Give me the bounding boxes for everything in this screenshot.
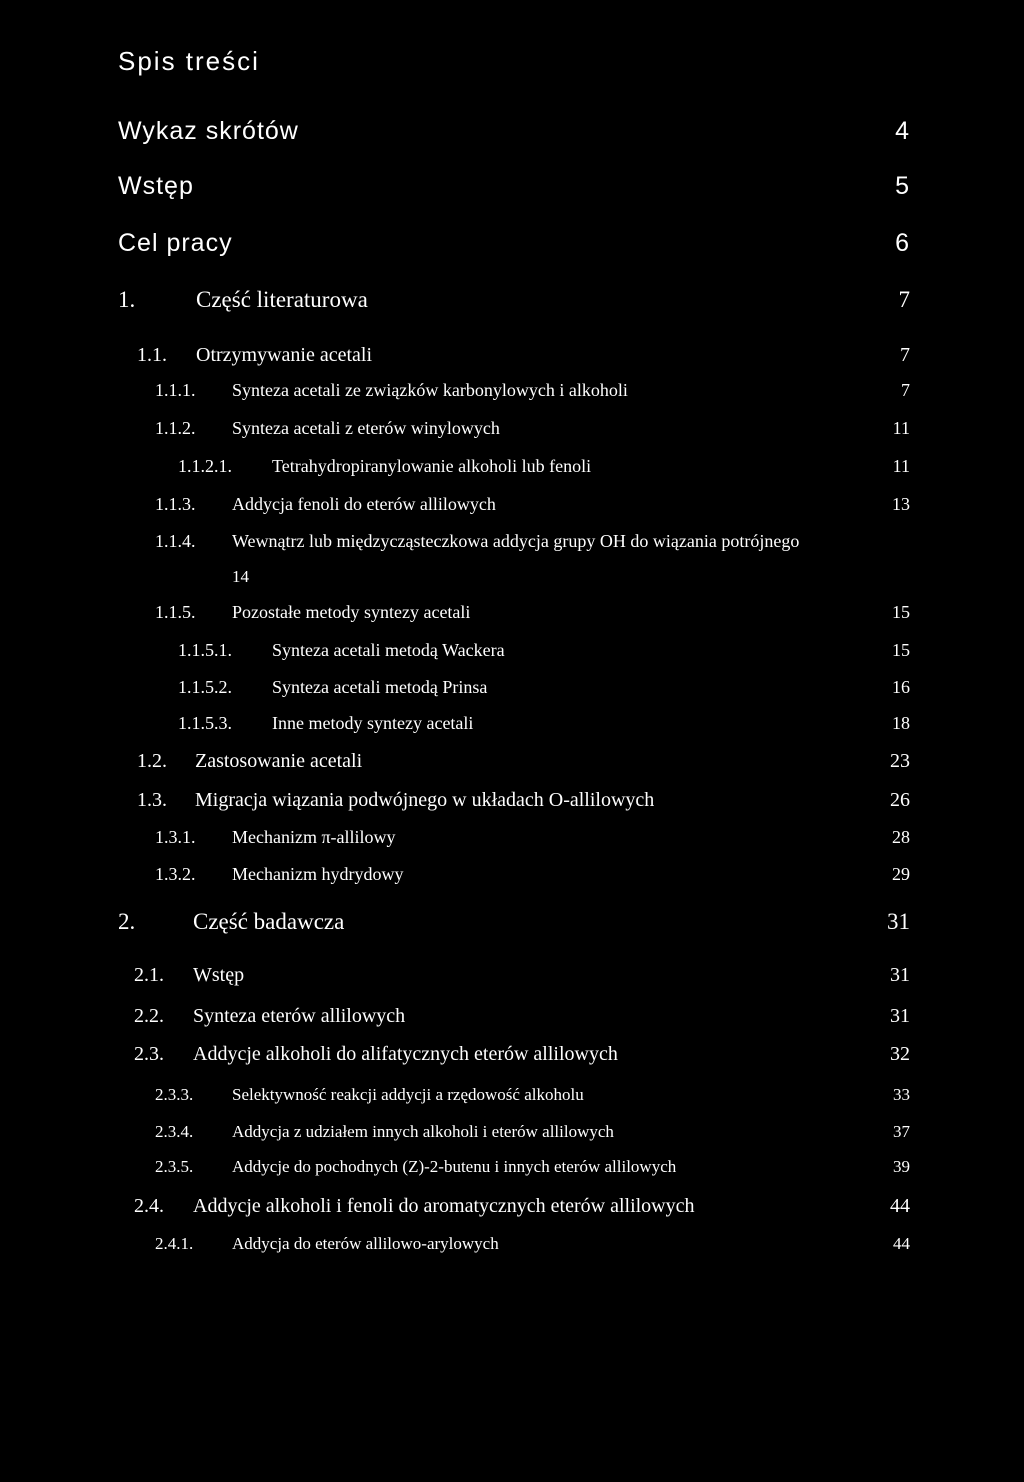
toc-entry-number: 2.3.3. bbox=[155, 1085, 194, 1104]
toc-entry-number: 2.4. bbox=[134, 1195, 164, 1217]
toc-entry-number: 2. bbox=[118, 909, 136, 934]
toc-entry[interactable] bbox=[155, 494, 910, 518]
toc-entry[interactable] bbox=[134, 1195, 910, 1221]
toc-entry[interactable] bbox=[178, 640, 910, 664]
toc-entry-label: Wstęp bbox=[118, 172, 194, 200]
toc-entry-number: 1.1.5. bbox=[155, 602, 196, 622]
toc-entry-label: Addycja fenoli do eterów allilowych bbox=[232, 494, 496, 514]
toc-entry[interactable] bbox=[137, 344, 910, 370]
toc-entry[interactable] bbox=[118, 117, 910, 151]
toc-entry-number: 1. bbox=[118, 287, 136, 312]
toc-entry[interactable] bbox=[178, 713, 910, 737]
toc-entry-label: Część literaturowa bbox=[196, 287, 368, 312]
toc-entry-page: 28 bbox=[892, 827, 910, 847]
toc-entry[interactable] bbox=[118, 287, 910, 317]
toc-entry[interactable] bbox=[118, 909, 910, 939]
toc-entry-page: 4 bbox=[895, 117, 910, 145]
toc-entry-number: 1.3.1. bbox=[155, 827, 196, 847]
toc-entry-number: 1.1.5.1. bbox=[178, 640, 232, 660]
toc-entry-label: Otrzymywanie acetali bbox=[196, 344, 373, 366]
toc-entry-number: 1.1.2.1. bbox=[178, 456, 232, 476]
toc-entry-label: Synteza acetali metodą Prinsa bbox=[272, 677, 488, 697]
toc-entry-label: Addycje alkoholi do alifatycznych eterów allilowych bbox=[193, 1043, 618, 1065]
toc-entry-number: 2.3.4. bbox=[155, 1122, 194, 1141]
toc-entry-number: 1.1.4. bbox=[155, 531, 196, 551]
toc-entry-number: 1.1.5.3. bbox=[178, 713, 232, 733]
toc-entry-page: 37 bbox=[893, 1122, 910, 1141]
toc-entry[interactable] bbox=[155, 827, 910, 851]
toc-entry-label: Addycje alkoholi i fenoli do aromatycznych eterów allilowych bbox=[193, 1195, 695, 1217]
toc-entry-label: Wstęp bbox=[193, 964, 245, 986]
toc-entry-label: Mechanizm hydrydowy bbox=[232, 864, 404, 884]
toc-entry-page: 31 bbox=[887, 909, 910, 934]
toc-entry[interactable] bbox=[155, 531, 910, 555]
toc-entry-page: 6 bbox=[895, 229, 910, 257]
toc-entry-page: 29 bbox=[892, 864, 910, 884]
page-title: Spis treści bbox=[118, 46, 260, 76]
toc-entry-number: 1.1. bbox=[137, 344, 167, 366]
toc-entry-label: Migracja wiązania podwójnego w układach O-allilowych bbox=[195, 789, 655, 811]
toc-entry-page: 7 bbox=[900, 344, 910, 366]
toc-entry-label: Mechanizm π-allilowy bbox=[232, 827, 396, 847]
toc-entry-page: 11 bbox=[892, 456, 910, 476]
toc-entry-label: Selektywność reakcji addycji a rzędowość alkoholu bbox=[232, 1085, 584, 1104]
toc-entry-number: 1.2. bbox=[137, 750, 167, 772]
toc-entry[interactable] bbox=[155, 602, 910, 626]
toc-entry-page: 33 bbox=[893, 1085, 910, 1104]
toc-entry-number: 2.4.1. bbox=[155, 1234, 194, 1253]
toc-entry-page: 5 bbox=[895, 172, 910, 200]
toc-entry-page: 7 bbox=[898, 287, 910, 312]
toc-entry[interactable] bbox=[155, 864, 910, 888]
toc-entry-label: Tetrahydropiranylowanie alkoholi lub fenoli bbox=[272, 456, 592, 476]
toc-entry-page: 15 bbox=[892, 602, 910, 622]
toc-entry-label: Wewnątrz lub międzycząsteczkowa addycja grupy OH do wiązania potrójnego bbox=[232, 531, 800, 551]
toc-entry-number: 1.1.3. bbox=[155, 494, 196, 514]
toc-entry-number: 1.3. bbox=[137, 789, 167, 811]
toc-entry-label: Synteza acetali z eterów winylowych bbox=[232, 418, 500, 438]
toc-entry-label: Zastosowanie acetali bbox=[195, 750, 363, 772]
toc-entry-number: 1.1.2. bbox=[155, 418, 196, 438]
toc-entry-label: Synteza acetali metodą Wackera bbox=[272, 640, 505, 660]
toc-entry-number: 2.2. bbox=[134, 1005, 164, 1027]
toc-entry[interactable] bbox=[134, 1043, 910, 1069]
toc-entry[interactable] bbox=[118, 172, 910, 206]
toc-entry-page: 23 bbox=[890, 750, 910, 772]
toc-entry-page: 26 bbox=[890, 789, 910, 811]
toc-entry[interactable] bbox=[155, 1234, 910, 1256]
toc-entry[interactable] bbox=[178, 677, 910, 701]
toc-entry-number: 2.3. bbox=[134, 1043, 164, 1065]
toc-entry-page: 14 bbox=[232, 567, 249, 586]
toc-entry[interactable] bbox=[155, 380, 910, 404]
toc-entry-page: 15 bbox=[892, 640, 910, 660]
toc-entry-page: 18 bbox=[892, 713, 910, 733]
toc-entry-page: 31 bbox=[890, 1005, 910, 1027]
toc-entry-label: Wykaz skrótów bbox=[118, 117, 299, 145]
toc-entry-label: Synteza acetali ze związków karbonylowych i alkoholi bbox=[232, 380, 628, 400]
toc-entry[interactable] bbox=[155, 1157, 910, 1179]
toc-entry-page: 32 bbox=[890, 1043, 910, 1065]
toc-entry-page: 16 bbox=[892, 677, 910, 697]
toc-entry-page: 7 bbox=[901, 380, 910, 400]
toc-entry[interactable] bbox=[155, 1122, 910, 1144]
toc-entry-page: 39 bbox=[893, 1157, 910, 1176]
toc-entry-number: 1.1.5.2. bbox=[178, 677, 232, 697]
toc-entry[interactable] bbox=[178, 456, 910, 480]
toc-entry[interactable] bbox=[134, 1005, 910, 1031]
toc-entry-page: 44 bbox=[890, 1195, 910, 1217]
toc-entry-label: Pozostałe metody syntezy acetali bbox=[232, 602, 471, 622]
toc-entry[interactable] bbox=[134, 964, 910, 990]
toc-entry-label: Addycje do pochodnych (Z)-2-butenu i innych eterów allilowych bbox=[232, 1157, 677, 1176]
toc-entry-label: Cel pracy bbox=[118, 229, 233, 257]
toc-entry[interactable] bbox=[137, 750, 910, 776]
toc-entry-number: 2.1. bbox=[134, 964, 164, 986]
toc-entry[interactable] bbox=[118, 229, 910, 263]
toc-entry[interactable] bbox=[137, 789, 910, 815]
toc-entry[interactable] bbox=[155, 1085, 910, 1107]
toc-entry-label: Addycja z udziałem innych alkoholi i eterów allilowych bbox=[232, 1122, 614, 1141]
toc-entry-number: 2.3.5. bbox=[155, 1157, 194, 1176]
toc-entry-number: 1.3.2. bbox=[155, 864, 196, 884]
toc-entry-number: 1.1.1. bbox=[155, 380, 196, 400]
toc-entry-label: Addycja do eterów allilowo-arylowych bbox=[232, 1234, 499, 1253]
toc-entry-label: Synteza eterów allilowych bbox=[193, 1005, 406, 1027]
toc-entry-label: Część badawcza bbox=[193, 909, 345, 934]
toc-entry-label: Inne metody syntezy acetali bbox=[272, 713, 474, 733]
toc-entry-page: 31 bbox=[890, 964, 910, 986]
toc-entry-page: 44 bbox=[893, 1234, 910, 1253]
toc-entry-page: 13 bbox=[892, 494, 910, 514]
toc-entry[interactable] bbox=[155, 418, 910, 442]
toc-entry-page: 11 bbox=[892, 418, 910, 438]
